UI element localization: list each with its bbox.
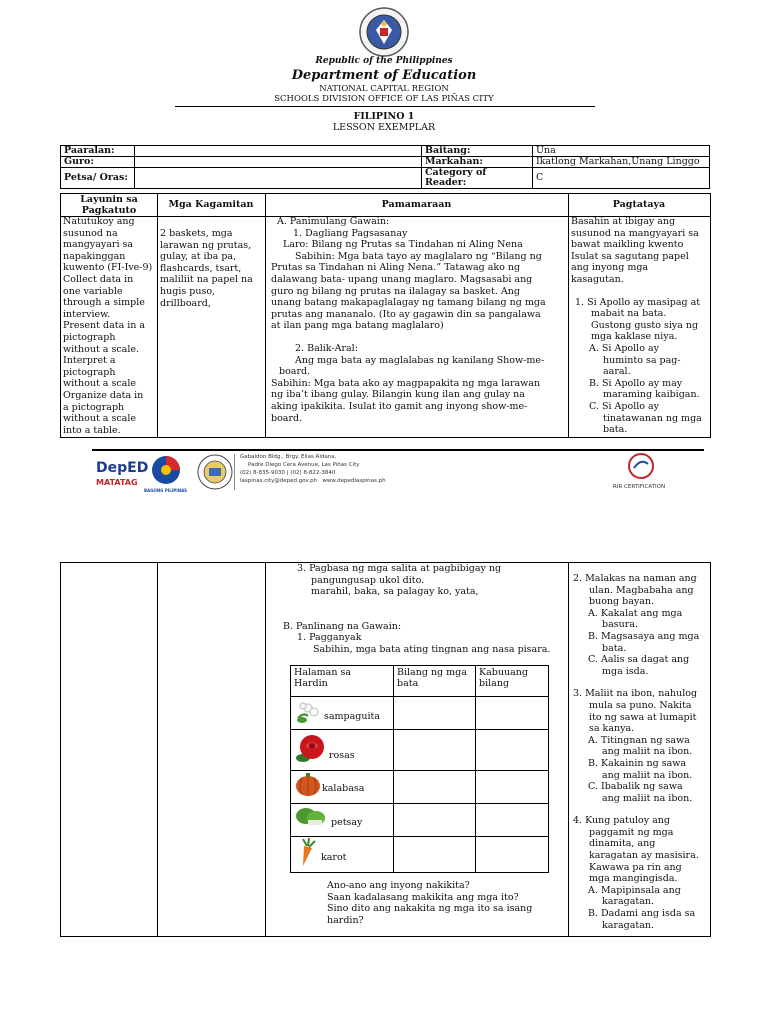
sabihin-paragraph — [271, 378, 566, 424]
text-line: ang maliit na ibon. — [602, 792, 693, 804]
question-line-3: Sino dito ang nakakita ng mga ito sa isang — [327, 903, 533, 915]
text-line: A. Mapipinsala ang — [588, 884, 681, 896]
category-value: C — [533, 168, 710, 189]
text-line: one variable — [63, 285, 123, 297]
col-divider — [265, 194, 266, 437]
petsa-value — [135, 168, 422, 189]
text-line: without a scale. — [63, 343, 140, 355]
text-line: through a simple — [63, 297, 145, 309]
question-3 — [573, 688, 709, 734]
petsa-label: Petsa/ Oras: — [61, 168, 135, 189]
text-line: 2. Malakas na naman ang — [573, 573, 697, 584]
kagamitan-cell — [160, 228, 264, 309]
rosas-icon — [295, 732, 329, 766]
text-line: Kawawa pa rin ang — [589, 861, 682, 873]
subject-title: FILIPINO 1 — [353, 111, 415, 122]
text-line: 2 baskets, mga — [160, 228, 233, 239]
text-line: Ang mga bata ay maglalabas ng kanilang Show-me- — [295, 354, 545, 366]
balik-aral-item: 2. Balik-Aral: — [295, 342, 358, 354]
republic-text: Republic of the Philippines — [315, 56, 453, 66]
deped-seal-icon — [355, 6, 413, 58]
pict-header-kabuuan: Kabuuang bilang — [479, 667, 528, 689]
question-line-4: hardin? — [327, 914, 364, 926]
text-line: mga mangingisda. — [589, 873, 678, 885]
text-line: Sabihin: Mga bata ako ay magpapakita ng mga larawan — [271, 377, 541, 389]
text-line: kuwento (FI-Ive-9) — [63, 262, 153, 274]
footer-contact — [240, 453, 386, 485]
layunin-cell — [63, 216, 157, 436]
page-footer — [92, 448, 704, 498]
text-line: B. Kakainin ng sawa — [588, 757, 687, 769]
text-line: paggamit ng mga — [589, 826, 674, 838]
address-line-1: Gabaldon Bldg., Brgy. Elias Aldana, — [240, 454, 337, 460]
text-line: pictograph — [63, 366, 116, 378]
region-text: NATIONAL CAPITAL REGION — [319, 84, 449, 94]
pict-row-line — [291, 770, 548, 771]
certification-icon — [627, 452, 655, 480]
web-line: www.depedlaspinas.ph — [322, 478, 386, 484]
text-line: C. Ibabalik ng sawa — [588, 781, 683, 793]
text-line: karagatan. — [602, 919, 654, 931]
question-2 — [573, 573, 709, 608]
footer-divider — [234, 454, 235, 490]
question-2-choice-a — [573, 608, 709, 631]
email-line: laspinas.city@deped.gov.ph — [240, 478, 318, 484]
text-line: flashcards, tsart, — [160, 262, 242, 274]
info-table — [60, 145, 710, 189]
pict-row-line — [291, 836, 548, 837]
text-line: C. Aalis sa dagat ang — [588, 654, 690, 666]
pictograph-table — [290, 665, 549, 873]
text-line: board. — [279, 366, 311, 378]
pict-row-line — [291, 803, 548, 804]
pict-header-halaman: Halaman sa Hardin — [294, 667, 351, 689]
laro-line: Laro: Bilang ng Prutas sa Tindahan ni Aling Nena — [283, 239, 523, 251]
question-1-choice-a — [571, 343, 709, 378]
dagliang-item: 1. Dagliang Pagsasanay — [293, 227, 408, 239]
pict-row-line — [291, 729, 548, 730]
text-line: Gustong gusto siya ng — [591, 319, 699, 331]
baitang-value: Una — [533, 146, 710, 157]
department-text: Department of Education — [291, 68, 477, 83]
panimulang-heading: A. Panimulang Gawain: — [277, 216, 390, 227]
text-line: ang inyong mga — [571, 262, 649, 274]
text-line: kasagutan. — [571, 273, 624, 285]
text-line: napakinggan — [63, 250, 126, 262]
text-line: susunod na — [63, 227, 118, 239]
col-divider — [568, 563, 569, 936]
layunin-header: Layunin sa Pagkatuto — [80, 194, 138, 216]
text-line: 4. Kung patuloy ang — [573, 815, 670, 827]
text-line: ang maliit na ibon. — [602, 746, 693, 758]
text-line: bawat maikling kwento — [571, 239, 684, 251]
petsay-label: petsay — [331, 817, 363, 828]
text-line: Prutas sa Tindahan ni Aling Nena.” Tatawag ako ng — [271, 262, 521, 274]
pagtataya-intro — [571, 216, 709, 286]
text-line: prutas ang mananalo. (Ito ay gagawin din sa pangalawa — [271, 308, 541, 320]
bagong-pilipinas-logo-icon — [148, 454, 184, 488]
text-line: Collect data in — [63, 273, 134, 285]
question-2-choice-c — [573, 654, 709, 677]
matatag-logo: MATATAG — [96, 478, 138, 487]
category-label: Category of Reader: — [422, 168, 533, 189]
text-line: Isulat sa sagutang papel — [571, 250, 689, 262]
address-line-2: Padre Diego Cera Avenue, Las Piñas City — [248, 462, 360, 468]
bagong-pilipinas-text: BAGONG PILIPINAS — [144, 488, 188, 493]
text-line: Basahin at ibigay ang — [571, 216, 676, 227]
pagtataya-header: Pagtataya — [612, 199, 666, 210]
text-line: ito ng sawa at lumapit — [589, 711, 697, 723]
text-line: B. Dadami ang isda sa — [588, 908, 696, 920]
karot-label: karot — [321, 852, 347, 863]
words-line: marahil, baka, sa palagay ko, yata, — [311, 586, 479, 598]
text-line: into a table. — [63, 424, 121, 436]
question-3-choice-c — [573, 781, 709, 804]
text-line: susunod na mangyayari sa — [571, 227, 699, 239]
text-line: bata. — [603, 424, 628, 436]
text-line: mula sa puno. Nakita — [589, 699, 692, 711]
text-line: mangyayari sa — [63, 239, 134, 251]
text-line: karagatan ay masisira. — [589, 850, 699, 862]
text-line: guro ng bilang ng prutas na ilalagay sa basket. Ang — [271, 285, 520, 297]
text-line: larawan ng prutas, — [160, 239, 252, 251]
text-line: A. Titingnan ng sawa — [588, 734, 690, 746]
pagtataya-cell — [571, 216, 709, 436]
text-line: gulay, at iba pa, — [160, 251, 237, 263]
text-line: ang maliit na ibon. — [602, 769, 693, 781]
text-line: interview. — [63, 308, 111, 320]
text-line: aaral. — [603, 366, 631, 378]
text-line: 1. Si Apollo ay masipag at — [575, 296, 701, 308]
text-line: Sabihin: Mga bata tayo ay maglalaro ng “Bilang ng — [295, 250, 542, 262]
paaralan-label: Paaralan: — [61, 146, 135, 157]
pagbasa-item-cont: pangungusap ukol dito. — [311, 574, 425, 586]
text-line: pictograph — [63, 331, 116, 343]
header-rule — [175, 106, 595, 107]
balik-aral-paragraph — [271, 355, 566, 378]
question-2-choice-b — [573, 631, 709, 654]
text-line: ulan. Magbabaha ang — [589, 584, 694, 596]
text-line: bata. — [602, 642, 627, 654]
text-line: buong bayan. — [589, 596, 655, 608]
lesson-table — [60, 193, 711, 438]
certification-text: RIR CERTIFICATION — [613, 484, 666, 490]
question-line-1: Ano-ano ang inyong nakikita? — [327, 880, 470, 891]
laro-paragraph — [271, 251, 566, 332]
pict-row-line — [291, 696, 548, 697]
pamamaraan-continued — [283, 563, 563, 656]
text-line: hugis puso, — [160, 285, 216, 297]
text-line: a pictograph — [63, 401, 125, 413]
text-line: without a scale — [63, 413, 136, 425]
question-1 — [571, 297, 709, 343]
pagbasa-item: 3. Pagbasa ng mga salita at pagbibigay ng — [297, 563, 502, 574]
text-line: dalawang bata- upang unang maglaro. Magsasabi ang — [271, 273, 533, 285]
question-4-choice-a — [573, 885, 709, 908]
col-divider — [157, 563, 158, 936]
kalabasa-icon — [294, 772, 322, 798]
question-1-choice-c — [571, 401, 709, 436]
pagtataya-continued — [573, 573, 709, 931]
question-4 — [573, 815, 709, 885]
text-line: mga kaklase niya. — [591, 331, 678, 343]
text-line: A. Kakalat ang mga — [588, 607, 683, 619]
guro-label: Guro: — [61, 157, 135, 168]
pagganyak-questions — [327, 880, 557, 926]
text-line: drillboard, — [160, 297, 211, 309]
markahan-label: Markahan: — [422, 157, 533, 168]
text-line: Natutukoy ang — [63, 216, 135, 227]
baitang-label: Baitang: — [422, 146, 533, 157]
pagganyak-item: 1. Pagganyak — [297, 632, 362, 644]
sabihin-line: Sabihin, mga bata ating tingnan ang nasa pisara. — [313, 643, 551, 655]
text-line: at ilan pang mga batang maglalaro) — [271, 320, 444, 332]
text-line: A. Si Apollo ay — [589, 342, 659, 354]
text-line: mabait na bata. — [591, 308, 667, 320]
text-line: Present data in a — [63, 320, 146, 332]
text-line: maraming kaibigan. — [603, 389, 700, 401]
text-line: 3. Maliit na ibon, nahulog — [573, 688, 698, 700]
text-line: board. — [271, 412, 303, 424]
col-divider — [157, 194, 158, 437]
text-line: Interpret a — [63, 355, 116, 367]
text-line: C. Si Apollo ay — [589, 400, 660, 412]
petsay-icon — [294, 804, 328, 832]
text-line: B. Magsasaya ang mga — [588, 630, 700, 642]
rosas-label: rosas — [329, 750, 355, 761]
question-3-choice-a — [573, 735, 709, 758]
panlinang-heading: B. Panlinang na Gawain: — [283, 620, 402, 632]
text-line: ng iba’t ibang gulay. Bilangin kung ilan ang gulay na — [271, 389, 525, 401]
deped-logo: DepED — [96, 460, 149, 476]
sampaguita-icon — [294, 698, 322, 726]
sampaguita-label: sampaguita — [324, 711, 381, 722]
text-line: unang batang makapaglalagay ng tamang bilang ng mga — [271, 297, 546, 309]
sdo-seal-icon — [196, 452, 234, 492]
question-3-choice-b — [573, 758, 709, 781]
text-line: mga isda. — [602, 665, 649, 677]
text-line: B. Si Apollo ay may — [589, 377, 683, 389]
text-line: karagatan. — [602, 896, 654, 908]
col-divider — [568, 194, 569, 437]
text-line: Organize data in — [63, 389, 144, 401]
question-line-2: Saan kadalasang makikita ang mga ito? — [327, 891, 519, 903]
phone-line: (02) 8-835-9030 | (02) 8-822-3840 — [240, 470, 336, 476]
markahan-value: Ikatlong Markahan,Unang Linggo — [533, 157, 710, 168]
text-line: aking ipakikita. Isulat ito gamit ang inyong show-me- — [271, 400, 528, 412]
kagamitan-header: Mga Kagamitan — [168, 199, 254, 210]
division-text: SCHOOLS DIVISION OFFICE OF LAS PIÑAS CITY — [274, 94, 494, 104]
text-line: without a scale — [63, 378, 136, 390]
col-divider — [265, 563, 266, 936]
text-line: maliliit na papel na — [160, 274, 253, 286]
guro-value — [135, 157, 422, 168]
kalabasa-label: kalabasa — [322, 783, 365, 794]
question-4-choice-b — [573, 908, 709, 931]
doc-type: LESSON EXEMPLAR — [332, 122, 436, 133]
text-line: sa kanya. — [589, 723, 635, 735]
paaralan-value — [135, 146, 422, 157]
pamamaraan-cell — [271, 216, 566, 424]
text-line: huminto sa pag- — [603, 354, 681, 366]
question-1-choice-b — [571, 378, 709, 401]
pamamaraan-header: Pamamaraan — [381, 199, 452, 210]
text-line: tinatawanan ng mga — [603, 412, 702, 424]
pict-header-bilang: Bilang ng mga bata — [397, 667, 467, 689]
text-line: dinamita, ang — [589, 838, 656, 850]
karot-icon — [295, 838, 319, 868]
footer-rule — [92, 449, 704, 451]
text-line: basura. — [602, 619, 638, 631]
